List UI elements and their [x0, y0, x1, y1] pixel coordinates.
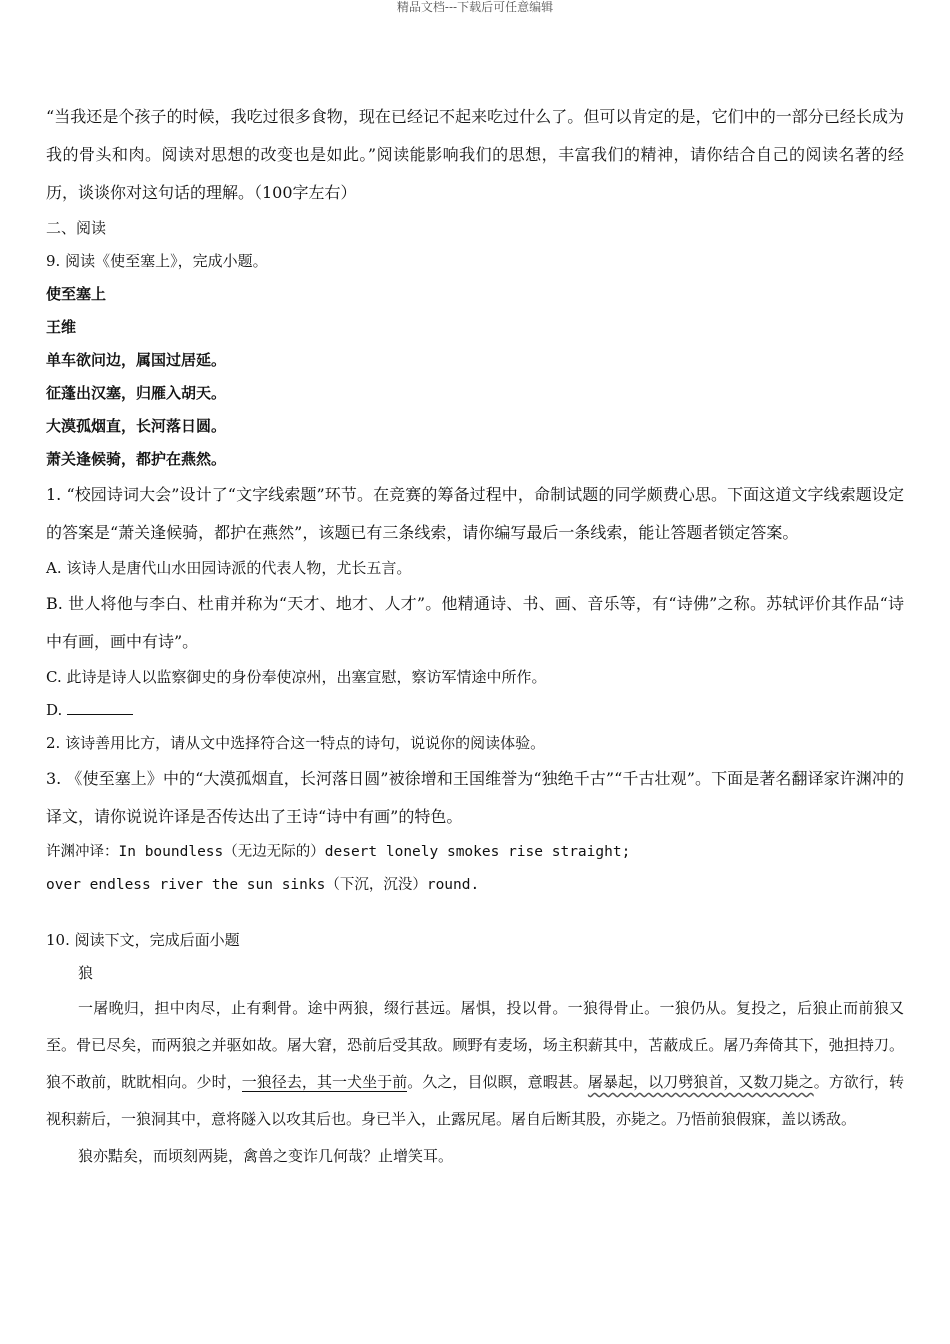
wavy-underlined-text: 屠暴起，以刀劈狼首，又数刀毙之 [587, 1073, 814, 1091]
question-9 [46, 245, 904, 902]
q9-prompt: 9. 阅读《使至塞上》，完成小题。 [46, 252, 268, 270]
q9-option-c: C. 此诗是诗人以监察御史的身份奉使凉州，出塞宣慰，察访军情途中所作。 [46, 668, 547, 686]
document-body [46, 98, 904, 1175]
spacer [46, 902, 904, 924]
passage-text: 。久之，目似瞑，意暇甚。 [407, 1073, 588, 1091]
q9-sub2: 2. 该诗善用比方，请从文中选择符合这一特点的诗句，说说你的阅读体验。 [46, 734, 546, 752]
poem-line: 大漠孤烟直，长河落日圆。 [46, 417, 227, 435]
q9-option-a: A. 该诗人是唐代山水田园诗派的代表人物，尤长五言。 [46, 559, 412, 577]
q9-option-b: B. 世人将他与李白、杜甫并称为“天才、地才、人才”。他精通诗、书、画、音乐等，有“诗佛”之称。苏轼评价其作品“诗中有画，画中有诗”。 [46, 594, 904, 651]
poem-line: 萧关逢候骑，都护在燕然。 [46, 450, 227, 468]
section-title: 二、阅读 [46, 219, 107, 237]
passage-paragraph [46, 990, 904, 1138]
poem-title: 使至塞上 [46, 285, 107, 303]
underlined-text: 一狼径去，其一犬坐于前 [241, 1073, 408, 1091]
translation-line: over endless river the sun sinks（下沉，沉没）round. [46, 877, 480, 893]
poem-line: 征蓬出汉塞，归雁入胡天。 [46, 384, 227, 402]
question-10 [46, 924, 904, 1175]
q9-sub3: 3. 《使至塞上》中的“大漠孤烟直，长河落日圆”被徐增和王国维誉为“独绝千古”“千古壮观”。下面是著名翻译家许渊冲的译文，请你说说许译是否传达出了王诗“诗中有画”的特色。 [46, 769, 904, 826]
poem-line: 单车欲问边，属国过居延。 [46, 351, 227, 369]
intro-paragraph: “当我还是个孩子的时候，我吃过很多食物，现在已经记不起来吃过什么了。但可以肯定的是，它们中的一部分已经长成为我的骨头和肉。阅读对思想的改变也是如此。”阅读能影响我们的思想，丰富我们的精神，请你结合自己的阅读名著的经历，谈谈你对这句话的理解。（100字左右） [46, 107, 904, 202]
passage-paragraph: 狼亦黠矣，而顷刻两毙，禽兽之变诈几何哉？止增笑耳。 [78, 1147, 454, 1165]
option-d-label: D. [46, 701, 63, 719]
passage-text: 。方欲行，转视积薪后，一狼洞其中，意将隧入以攻其后也。身已半入，止露尻尾。屠自后断其股，亦毙之。乃悟前狼假寐，盖以诱敌。 [46, 1073, 904, 1128]
q10-prompt: 10. 阅读下文，完成后面小题 [46, 931, 240, 949]
poem-author: 王维 [46, 318, 77, 336]
translation-line: 许渊冲译：In boundless（无边无际的）desert lonely smokes rise straight; [46, 844, 631, 860]
page-header: 精品文档---下载后可任意编辑 [396, 0, 554, 14]
q9-sub1: 1. “校园诗词大会”设计了“文字线索题”环节。在竞赛的筹备过程中，命制试题的同学颇费心思。下面这道文字线索题设定的答案是“萧关逢候骑，都护在燕然”，该题已有三条线索，请你编写最后一条线索，能让答题者锁定答案。 [46, 485, 904, 542]
passage-text: 一屠晚归，担中肉尽，止有剩骨。途中两狼，缀行甚远。屠惧，投以骨。一狼得骨止。一狼仍从。复投之，后狼止而前狼又至。骨已尽矣，而两狼之并驱如故。屠大窘，恐前后受其敌。顾野有麦场，场主积薪其中，苫蔽成丘。屠乃奔倚其下，弛担持刀。狼不敢前，眈眈相向。少时， [46, 999, 904, 1091]
q9-option-d [46, 694, 904, 727]
answer-blank [67, 700, 133, 715]
passage-title: 狼 [78, 964, 94, 982]
